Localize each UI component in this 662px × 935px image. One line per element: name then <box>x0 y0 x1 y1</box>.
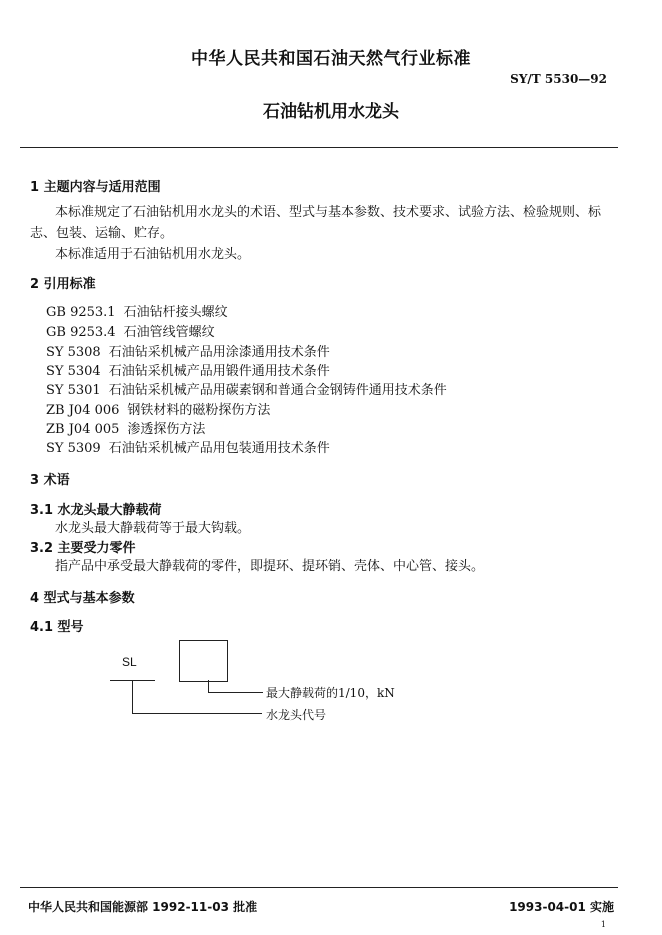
prefix-leader-vertical <box>132 680 133 713</box>
section-3-2-text: 指产品中承受最大静载荷的零件，即提环、提环销、壳体、中心管、接头。 <box>55 559 485 574</box>
reference-title: 钢铁材料的磁粉探伤方法 <box>127 403 271 418</box>
footer-rule <box>20 887 618 888</box>
document-title: 石油钻机用水龙头 <box>263 102 399 122</box>
effective-date: 1993-04-01 实施 <box>509 900 614 914</box>
reference-title: 石油钻采机械产品用涂漆通用技术条件 <box>108 345 330 360</box>
reference-item <box>46 301 228 320</box>
section-1-scope-sentence: 本标准适用于石油钻机用水龙头。 <box>55 247 251 262</box>
section-3-heading: 3 术语 <box>30 473 70 488</box>
reference-title: 石油钻采机械产品用碳素钢和普通合金钢铸件通用技术条件 <box>108 383 447 398</box>
reference-title: 渗透探伤方法 <box>127 422 206 437</box>
reference-code: GB 9253.1 <box>46 305 116 320</box>
section-1-heading: 1 主题内容与适用范围 <box>30 180 161 195</box>
reference-title: 石油钻杆接头螺纹 <box>123 305 228 320</box>
reference-code: ZB J04 005 <box>46 422 120 437</box>
reference-code: SY 5301 <box>46 383 101 398</box>
swivel-code-label: 水龙头代号 <box>266 708 327 722</box>
load-code-box <box>179 640 228 682</box>
section-4-1-heading: 4.1 型号 <box>30 620 84 635</box>
section-1-paragraph-line-1: 本标准规定了石油钻机用水龙头的术语、型式与基本参数、技术要求、试验方法、检验规则、标 <box>55 205 602 220</box>
section-3-1-heading: 3.1 水龙头最大静载荷 <box>30 503 162 518</box>
box-leader-horizontal <box>208 692 263 693</box>
section-3-1-text: 水龙头最大静载荷等于最大钩载。 <box>55 521 251 536</box>
prefix-leader-horizontal <box>132 713 262 714</box>
approval-statement: 中华人民共和国能源部 1992-11-03 批准 <box>28 900 258 914</box>
model-prefix: SL <box>122 655 137 669</box>
reference-item <box>46 418 205 437</box>
reference-item <box>46 437 330 456</box>
reference-code: SY 5309 <box>46 441 101 456</box>
reference-item <box>46 379 447 398</box>
section-4-heading: 4 型式与基本参数 <box>30 591 135 606</box>
reference-item <box>46 360 330 379</box>
page-number: 1 <box>600 920 606 929</box>
reference-code: SY 5308 <box>46 345 101 360</box>
standard-number: SY/T 5530—92 <box>510 72 607 86</box>
reference-item <box>46 321 215 340</box>
load-code-label: 最大静载荷的1/10，kN <box>266 686 395 700</box>
reference-code: ZB J04 006 <box>46 403 120 418</box>
reference-code: GB 9253.4 <box>46 325 116 340</box>
org-title: 中华人民共和国石油天然气行业标准 <box>191 49 471 69</box>
section-2-heading: 2 引用标准 <box>30 277 96 292</box>
reference-title: 石油钻采机械产品用包装通用技术条件 <box>108 441 330 456</box>
reference-code: SY 5304 <box>46 364 101 379</box>
section-1-paragraph-line-2: 志、包装、运输、贮存。 <box>30 226 174 241</box>
reference-item <box>46 399 270 418</box>
header-rule <box>20 147 618 148</box>
reference-item <box>46 341 330 360</box>
box-leader-vertical <box>208 680 209 692</box>
reference-title: 石油钻采机械产品用锻件通用技术条件 <box>108 364 330 379</box>
section-3-2-heading: 3.2 主要受力零件 <box>30 541 136 556</box>
reference-title: 石油管线管螺纹 <box>123 325 215 340</box>
